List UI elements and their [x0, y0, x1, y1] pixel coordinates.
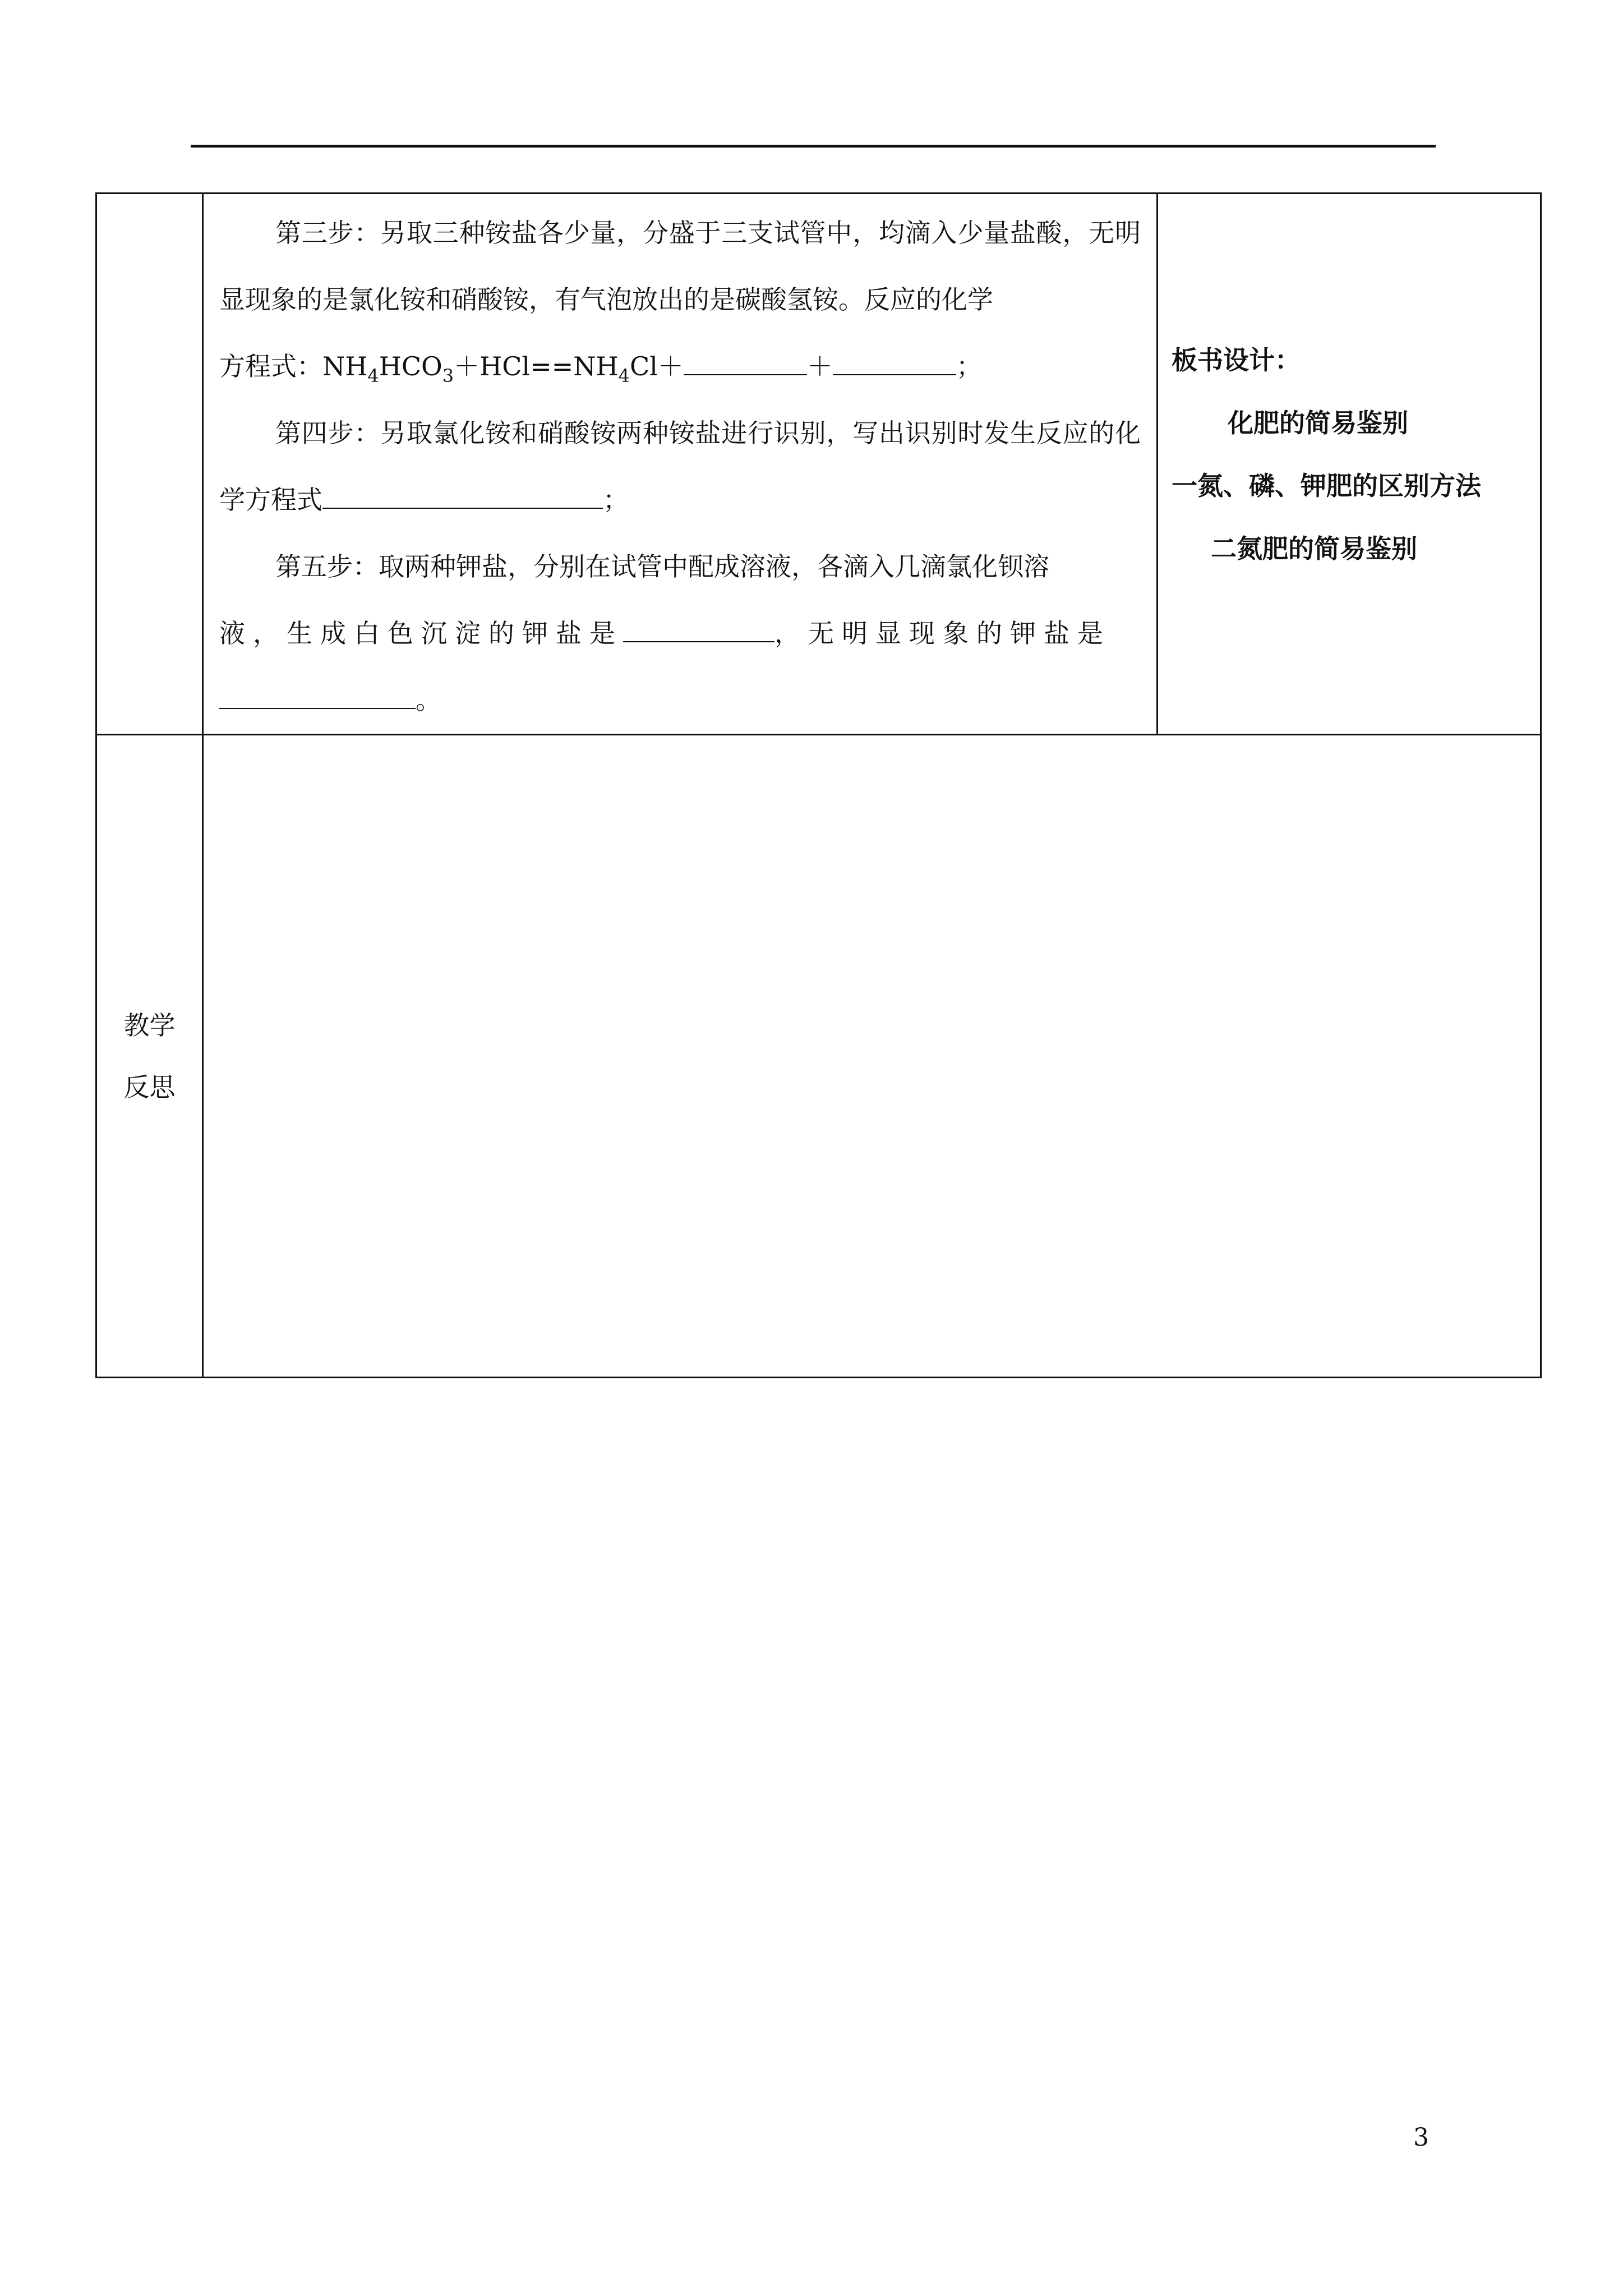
formula-part: Cl＋ [629, 351, 684, 381]
subscript: 3 [442, 365, 454, 386]
board-heading: 化肥的简易鉴别 [1228, 408, 1408, 438]
answer-blank[interactable] [322, 485, 603, 509]
punctuation: ； [603, 485, 629, 515]
step3-text: 第三步：另取三种铵盐各少量，分盛于三支试管中，均滴入少量盐酸，无明显现象的是氯化铵和硝酸铵，有气泡放出的是碳酸氢铵。反应的化学 [219, 218, 1141, 315]
formula-part: HCO [379, 351, 442, 381]
page-number: 3 [1413, 2123, 1429, 2152]
table-row [96, 735, 1541, 1378]
answer-blank[interactable] [833, 352, 956, 375]
step4-paragraph [219, 400, 1141, 533]
board-title: 板书设计： [1172, 345, 1301, 375]
board-item-1 [1172, 454, 1527, 517]
procedure-cell [203, 194, 1158, 735]
step5-text: 第五步：取两种钾盐，分别在试管中配成溶液，各滴入几滴氯化钡溶 [275, 551, 1049, 582]
step4-text: 第四步：另取氯化铵和硝酸铵两种铵盐进行识别，写出识别时发生反应的化学方程式 [219, 418, 1141, 515]
step5-line2 [219, 600, 1141, 667]
answer-blank[interactable] [219, 685, 416, 709]
empty-label-cell [96, 194, 203, 735]
reflection-label-line1: 教学 [123, 1010, 176, 1041]
punctuation: 。 [416, 685, 441, 715]
reflection-label-cell [96, 735, 203, 1378]
step5-text: 液，生成白色沉淀的钾盐是 [219, 618, 623, 648]
lesson-table [95, 192, 1542, 1378]
step3-equation [219, 333, 1141, 400]
step3-paragraph [219, 200, 1141, 333]
table-row [96, 194, 1541, 735]
reflection-content-cell[interactable] [203, 735, 1541, 1378]
reflection-label-line2: 反思 [123, 1071, 176, 1102]
board-item-2: 二氮肥的简易鉴别 [1211, 533, 1417, 564]
header-rule [191, 145, 1436, 148]
step5-line3 [219, 667, 1141, 734]
formula-part: ＋HCl==NH [454, 351, 619, 381]
step5-text: ，无明显现象的钾盐是 [774, 618, 1111, 648]
answer-blank[interactable] [623, 619, 774, 642]
subscript: 4 [367, 365, 379, 386]
board-item-1-text: 一氮、磷、钾肥的区别方法 [1172, 471, 1481, 501]
formula-part: NH [322, 351, 368, 381]
answer-blank[interactable] [684, 352, 807, 375]
punctuation: ； [956, 351, 982, 381]
subscript: 4 [618, 365, 630, 386]
step5-paragraph [219, 533, 1141, 600]
formula-part: ＋ [806, 351, 833, 381]
board-design-cell [1158, 194, 1541, 735]
equation-label: 方程式： [219, 351, 322, 381]
